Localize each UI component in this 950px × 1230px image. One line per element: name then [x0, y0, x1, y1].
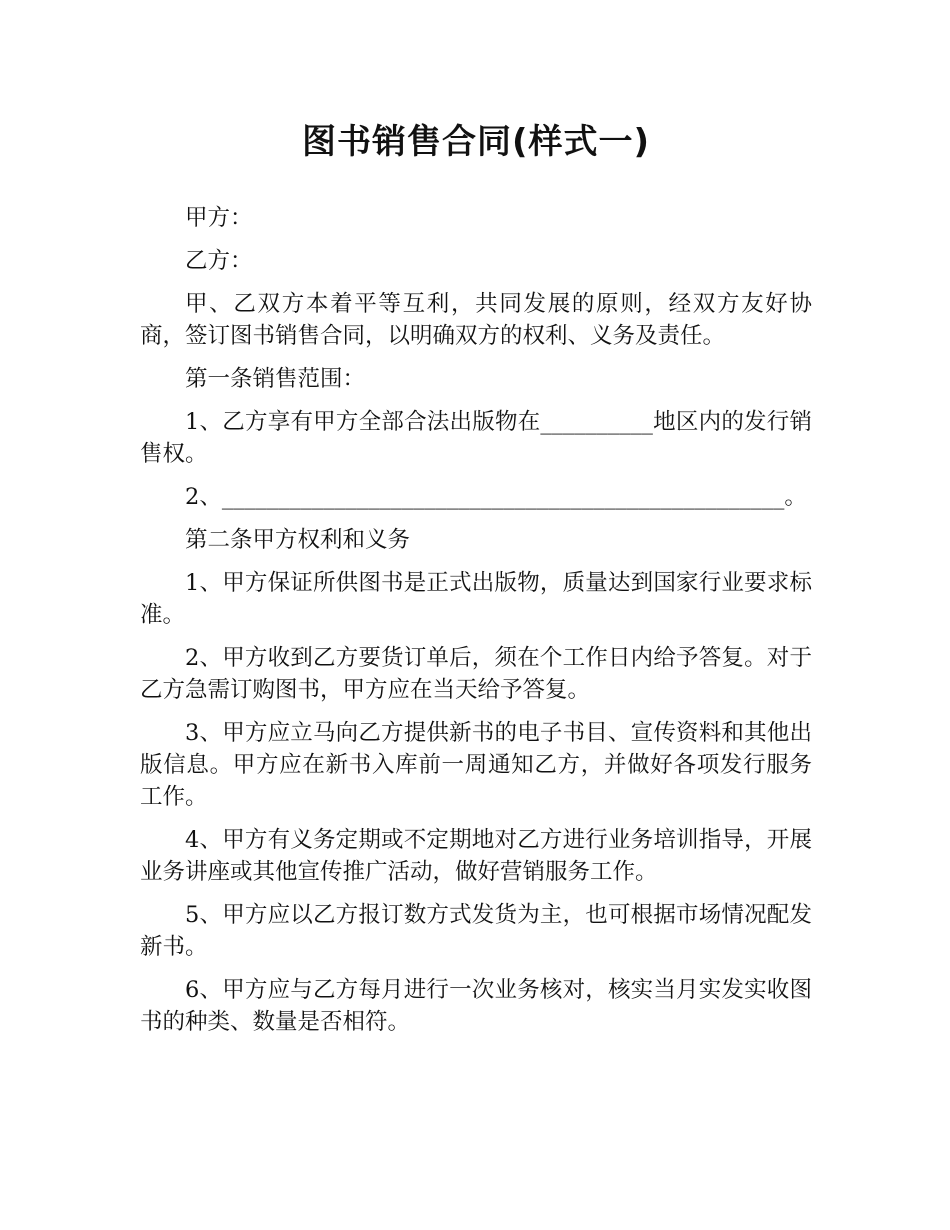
- paragraph-party-a: 甲方：: [185, 205, 253, 231]
- article-2-item-5: 5、甲方应以乙方报订数方式发货为主，也可根据市场情况配发新书。: [140, 902, 812, 960]
- article-2-item-1: 1、甲方保证所供图书是正式出版物，质量达到国家行业要求标准。: [140, 570, 812, 628]
- document-page: [140, 0, 812, 1049]
- document-title: 图书销售合同(样式一): [301, 122, 651, 162]
- article-1-item-2: 2、__________________________________________________。: [185, 484, 807, 510]
- article-2-item-4: 4、甲方有义务定期或不定期地对乙方进行业务培训指导，开展业务讲座或其他宣传推广活动，做好营销服务工作。: [140, 827, 812, 885]
- article-2-item-3: 3、甲方应立马向乙方提供新书的电子书目、宣传资料和其他出版信息。甲方应在新书入库前一周通知乙方，并做好各项发行服务工作。: [140, 720, 812, 810]
- article-2-item-2: 2、甲方收到乙方要货订单后，须在个工作日内给予答复。对于乙方急需订购图书，甲方应在当天给予答复。: [140, 645, 812, 703]
- article-2-item-6: 6、甲方应与乙方每月进行一次业务核对，核实当月实发实收图书的种类、数量是否相符。: [140, 977, 812, 1035]
- article-2-heading: 第二条甲方权利和义务: [185, 527, 411, 553]
- paragraph-party-b: 乙方：: [185, 248, 253, 274]
- paragraph-preamble: 甲、乙双方本着平等互利，共同发展的原则，经双方友好协商，签订图书销售合同，以明确双方的权利、义务及责任。: [140, 291, 812, 349]
- article-1-item-1: 1、乙方享有甲方全部合法出版物在__________地区内的发行销售权。: [140, 409, 812, 467]
- document-body: [140, 202, 812, 1038]
- article-1-heading: 第一条销售范围：: [185, 366, 366, 392]
